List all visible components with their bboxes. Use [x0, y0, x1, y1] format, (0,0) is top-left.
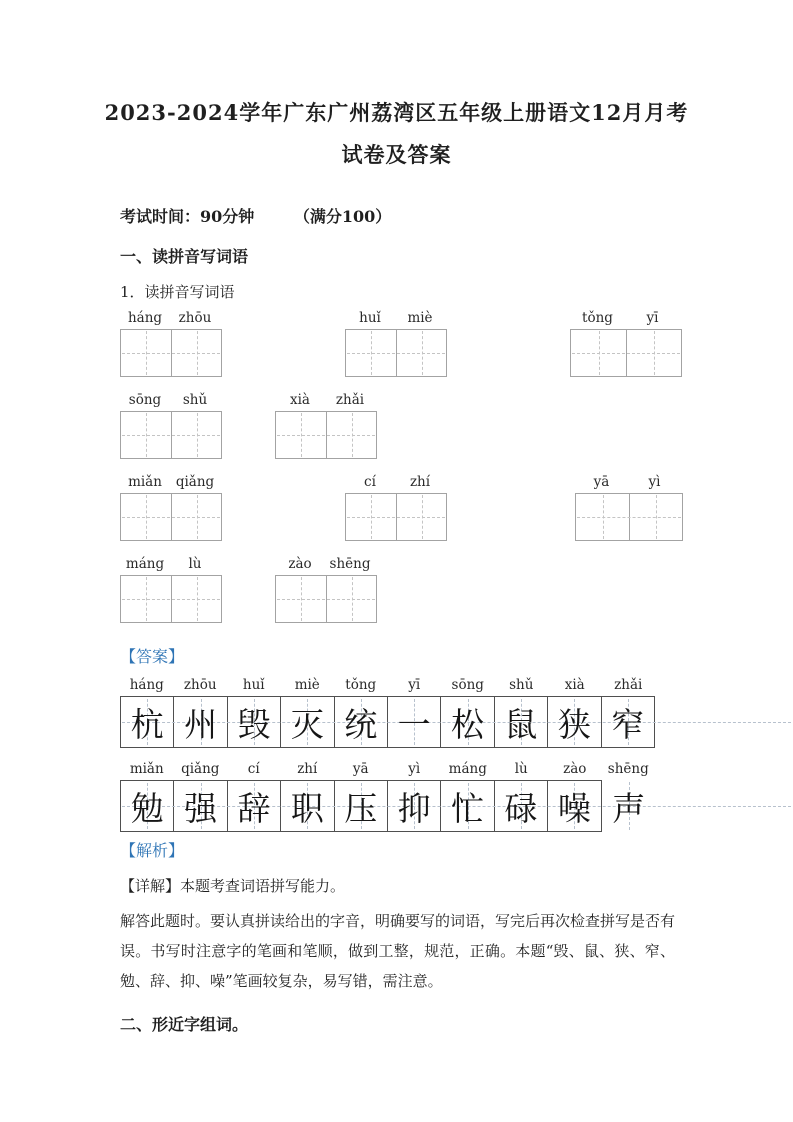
pinyin-labels: [345, 310, 447, 327]
pinyin-label: huǐ: [359, 310, 381, 326]
pinyin-label: shēng: [329, 556, 371, 572]
pinyin-labels: [570, 310, 682, 327]
pinyin-label: miǎn: [128, 474, 162, 490]
writing-boxes: [120, 575, 222, 623]
pinyin-box-group: [275, 392, 377, 459]
answer-character: 碌: [504, 788, 538, 828]
writing-boxes: [345, 329, 447, 377]
answer-character: 声: [612, 788, 646, 828]
answer-pinyin: miǎn: [129, 761, 164, 777]
title-line2: 试卷及答案: [341, 142, 452, 167]
dashed-guide-line: [347, 517, 445, 518]
answer-character: 压: [344, 788, 378, 828]
pinyin-box-group: [275, 556, 377, 623]
pinyin-labels: [575, 474, 683, 491]
pinyin-exercise: [120, 310, 680, 638]
writing-boxes: [275, 575, 377, 623]
writing-boxes: [570, 329, 682, 377]
answer-pinyin: tǒng: [345, 677, 377, 693]
pinyin-label: zào: [288, 556, 312, 572]
pinyin-label: sōng: [128, 392, 162, 408]
answer-pinyin: huǐ: [242, 677, 265, 693]
answer-pinyin: shēng: [607, 761, 649, 777]
answer-pinyin: zhǎi: [614, 677, 643, 693]
pinyin-box-group: [120, 556, 222, 623]
dashed-guide-line: [577, 517, 681, 518]
pinyin-labels: [120, 556, 222, 573]
pinyin-label: háng: [127, 310, 163, 326]
answer-character: 窄: [611, 704, 645, 744]
exam-time-text: 考试时间：90分钟: [120, 207, 255, 226]
pinyin-label: yī: [646, 310, 659, 326]
exercise-row: [120, 474, 680, 556]
pinyin-label: zhí: [409, 474, 431, 490]
dashed-guide-line: [122, 353, 220, 354]
answer-character: 毁: [237, 704, 271, 744]
answer-pinyin: yī: [408, 677, 421, 693]
answer-pinyin: miè: [294, 677, 320, 693]
writing-boxes: [275, 411, 377, 459]
answer-pinyin: qiǎng: [181, 761, 220, 777]
answer-grid: [120, 696, 793, 748]
answer-pinyin: zào: [563, 761, 587, 777]
pinyin-box-group: [120, 310, 222, 377]
answer-character: 强: [184, 788, 218, 828]
section-1-heading: 一、读拼音写词语: [120, 247, 249, 266]
pinyin-labels: [275, 556, 377, 573]
question-1-text: 1．读拼音写词语: [120, 283, 235, 301]
pinyin-box-group: [120, 392, 222, 459]
answer-pinyin: háng: [129, 677, 164, 693]
answer-pinyin-row: [120, 761, 793, 779]
answer-pinyin: zhí: [297, 761, 318, 777]
answer-character: 鼠: [504, 704, 538, 744]
dashed-guide-line: [122, 599, 220, 600]
answer-character: 统: [344, 704, 378, 744]
writing-boxes: [345, 493, 447, 541]
answer-character: 职: [290, 788, 324, 828]
document-title: [0, 0, 793, 176]
writing-boxes: [120, 411, 222, 459]
answer-pinyin: shǔ: [509, 677, 534, 693]
pinyin-box-group: [345, 474, 447, 541]
section-2-heading: 二、形近字组词。: [120, 1015, 249, 1034]
pinyin-label: lù: [188, 556, 202, 572]
exam-info: [120, 204, 793, 227]
answer-pinyin: xià: [564, 677, 585, 693]
answer-character: 州: [184, 704, 218, 744]
detail-line: 【详解】本题考查词语拼写能力。: [120, 877, 346, 895]
pinyin-labels: [120, 474, 222, 491]
answer-pinyin: yā: [352, 761, 369, 777]
answer-character: 灭: [290, 704, 324, 744]
answer-character: 狭: [557, 704, 591, 744]
answer-character: 一: [397, 704, 431, 744]
answer-character: 杭: [130, 704, 164, 744]
answer-pinyin: yì: [408, 761, 421, 777]
exercise-row: [120, 556, 680, 638]
pinyin-label: zhǎi: [335, 392, 365, 408]
answer-pinyin: lù: [514, 761, 528, 777]
pinyin-labels: [275, 392, 377, 409]
writing-boxes: [575, 493, 683, 541]
pinyin-box-group: [570, 310, 682, 377]
pinyin-label: qiǎng: [175, 474, 215, 490]
answer-grid: [120, 780, 793, 832]
pinyin-label: máng: [125, 556, 165, 572]
dashed-guide-line: [122, 435, 220, 436]
answer-label: 【答案】: [120, 647, 185, 666]
pinyin-label: tǒng: [582, 310, 613, 326]
pinyin-label: miè: [407, 310, 433, 326]
pinyin-label: yì: [648, 474, 661, 490]
dashed-guide-line: [277, 599, 375, 600]
writing-boxes: [120, 329, 222, 377]
pinyin-label: xià: [290, 392, 310, 408]
answer-character: 辞: [237, 788, 271, 828]
answer-pinyin-row: [120, 677, 793, 695]
dashed-guide-line: [347, 353, 445, 354]
pinyin-label: cí: [364, 474, 376, 490]
pinyin-labels: [345, 474, 447, 491]
dashed-guide-line: [122, 517, 220, 518]
answer-character: 噪: [557, 788, 591, 828]
pinyin-label: zhōu: [178, 310, 212, 326]
pinyin-label: yā: [593, 474, 610, 490]
answer-pinyin: cí: [247, 761, 260, 777]
pinyin-box-group: [345, 310, 447, 377]
dashed-guide-line: [277, 435, 375, 436]
exercise-row: [120, 392, 680, 474]
answer-character: 抑: [397, 788, 431, 828]
exercise-row: [120, 310, 680, 392]
answer-character: 松: [451, 704, 485, 744]
explanation-paragraph: 解答此题时。要认真拼读给出的字音，明确要写的词语，写完后再次检查拼写是否有误。书写时注意字的笔画和笔顺，做到工整，规范，正确。本题“毁、鼠、狭、窄、勉、辞、抑、噪”笔画较复杂，易写错，需注意。: [120, 912, 676, 990]
dashed-guide-line: [572, 353, 680, 354]
answer-pinyin: zhōu: [183, 677, 217, 693]
analysis-label: 【解析】: [120, 841, 185, 860]
answer-character: 勉: [130, 788, 164, 828]
answer-character: 忙: [451, 788, 485, 828]
full-marks-text: （满分100）: [293, 207, 392, 226]
pinyin-labels: [120, 310, 222, 327]
writing-boxes: [120, 493, 222, 541]
answer-pinyin: máng: [448, 761, 487, 777]
pinyin-box-group: [120, 474, 222, 541]
answer-block: [120, 761, 793, 832]
pinyin-labels: [120, 392, 222, 409]
answer-pinyin: sōng: [451, 677, 484, 693]
pinyin-box-group: [575, 474, 683, 541]
pinyin-label: shǔ: [182, 392, 208, 408]
title-line1: 2023-2024学年广东广州荔湾区五年级上册语文12月月考: [104, 100, 689, 125]
answer-block: [120, 677, 793, 748]
